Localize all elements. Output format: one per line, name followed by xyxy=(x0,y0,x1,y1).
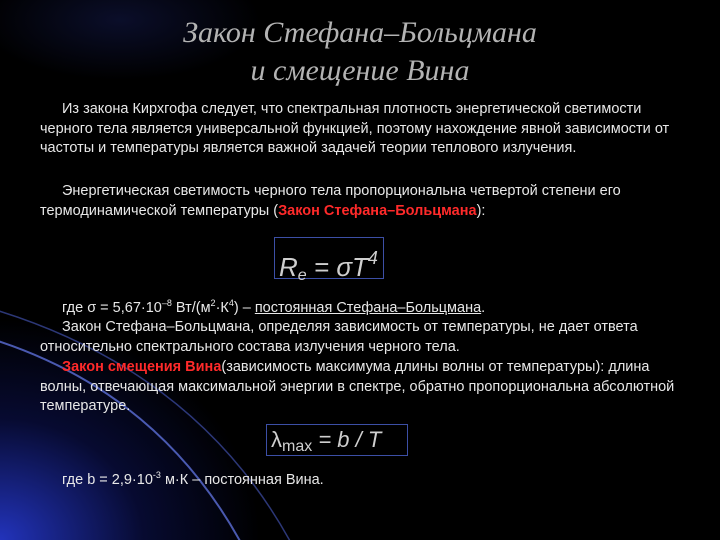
stefan-boltzmann-formula: $R_e = \sigma T^4$ xyxy=(274,237,384,279)
paragraph-kirchhoff xyxy=(40,100,680,159)
sigma-definition: где $\sigma = 5,67\cdot 10^{-8}$ $Вт/(м^2\cdot К^4)$ – постоянная Стефана–Больцмана. xyxy=(62,298,486,316)
para2-text-a: Энергетическая светимость черного тела пропорциональна четвертой степени его термодинамической температуры ( xyxy=(40,183,621,219)
title-line-2: и смещение Вина xyxy=(250,54,470,87)
wien-formula: $\lambda_{max} = b / T$ xyxy=(266,424,408,456)
paragraph-wien: Закон смещения Вина(зависимость максимума длины волны от температуры): длина волны, отвечающая максимальной энергии в спектре, обратно пропорциональна абсолютной температуре. xyxy=(40,359,675,414)
wien-constant: где $b = 2,9\cdot 10^{-3}$ м·К – постоянная Вина. xyxy=(62,470,324,488)
wien-law-highlight: Закон смещения Вина xyxy=(62,359,222,375)
paragraph-stefan xyxy=(40,182,680,221)
stefan-law-highlight: Закон Стефана–Больцмана xyxy=(278,202,477,219)
paragraph-text: Из закона Кирхгофа следует, что спектральная плотность энергетической светимости черного тела является универсальной функцией, поэтому нахождение явной зависимости от частоты и температуры является важной задачей теории теплового излучения. xyxy=(40,101,670,156)
slide-title xyxy=(0,14,720,90)
stefan-constant-name: постоянная Стефана–Больцмана xyxy=(254,300,482,316)
paragraph-spectral: Закон Стефана–Больцмана, определяя зависимость от температуры, не дает ответа относительно спектрального состава излучения черного тела. xyxy=(40,319,638,355)
title-line-1: Закон Стефана–Больцмана xyxy=(183,16,537,49)
para2-text-b: ): xyxy=(476,202,486,219)
